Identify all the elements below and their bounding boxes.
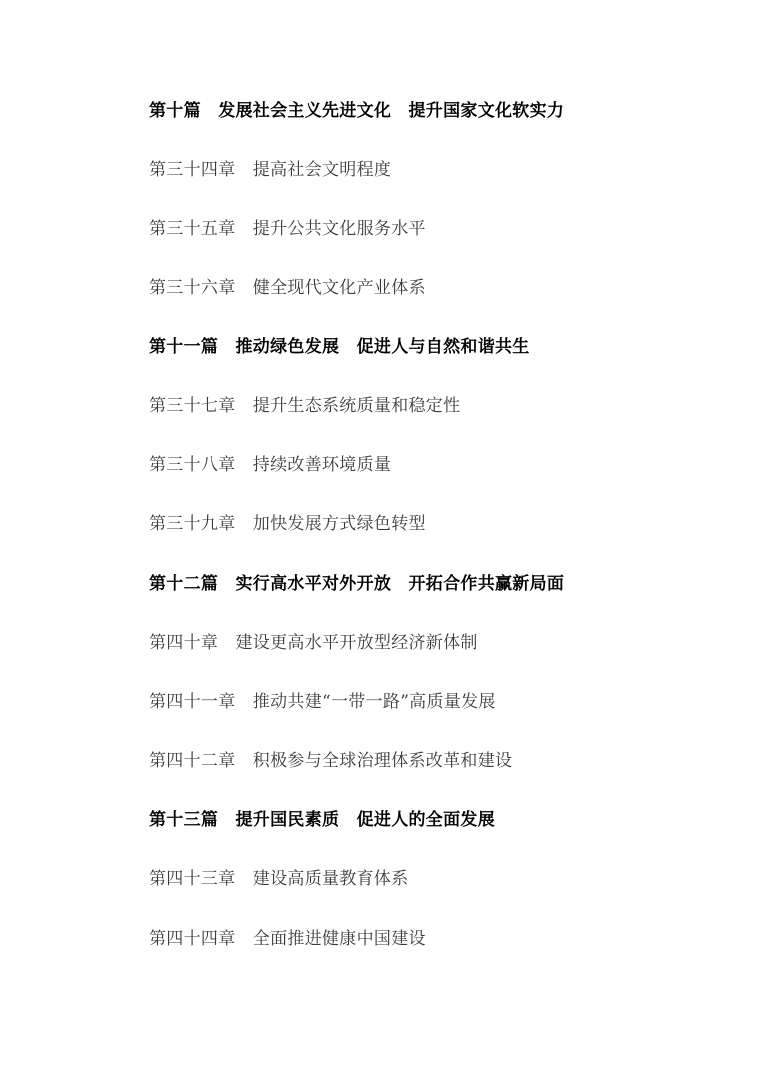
chapter-entry-42: 第四十二章 积极参与全球治理体系改革和建设 xyxy=(149,751,513,771)
part-heading-13: 第十三篇 提升国民素质 促进人的全面发展 xyxy=(149,810,495,830)
chapter-entry-39: 第三十九章 加快发展方式绿色转型 xyxy=(149,514,426,534)
chapter-entry-43: 第四十三章 建设高质量教育体系 xyxy=(149,869,409,889)
chapter-entry-35: 第三十五章 提升公共文化服务水平 xyxy=(149,219,426,239)
chapter-entry-34: 第三十四章 提高社会文明程度 xyxy=(149,160,392,180)
chapter-entry-38: 第三十八章 持续改善环境质量 xyxy=(149,455,392,475)
part-heading-10: 第十篇 发展社会主义先进文化 提升国家文化软实力 xyxy=(149,101,565,121)
chapter-entry-36: 第三十六章 健全现代文化产业体系 xyxy=(149,278,426,298)
part-heading-12: 第十二篇 实行高水平对外开放 开拓合作共赢新局面 xyxy=(149,574,565,594)
chapter-entry-44: 第四十四章 全面推进健康中国建设 xyxy=(149,929,426,949)
chapter-entry-37: 第三十七章 提升生态系统质量和稳定性 xyxy=(149,396,461,416)
chapter-entry-41: 第四十一章 推动共建“一带一路”高质量发展 xyxy=(149,692,496,712)
chapter-entry-40: 第四十章 建设更高水平开放型经济新体制 xyxy=(149,633,478,653)
part-heading-11: 第十一篇 推动绿色发展 促进人与自然和谐共生 xyxy=(149,337,530,357)
